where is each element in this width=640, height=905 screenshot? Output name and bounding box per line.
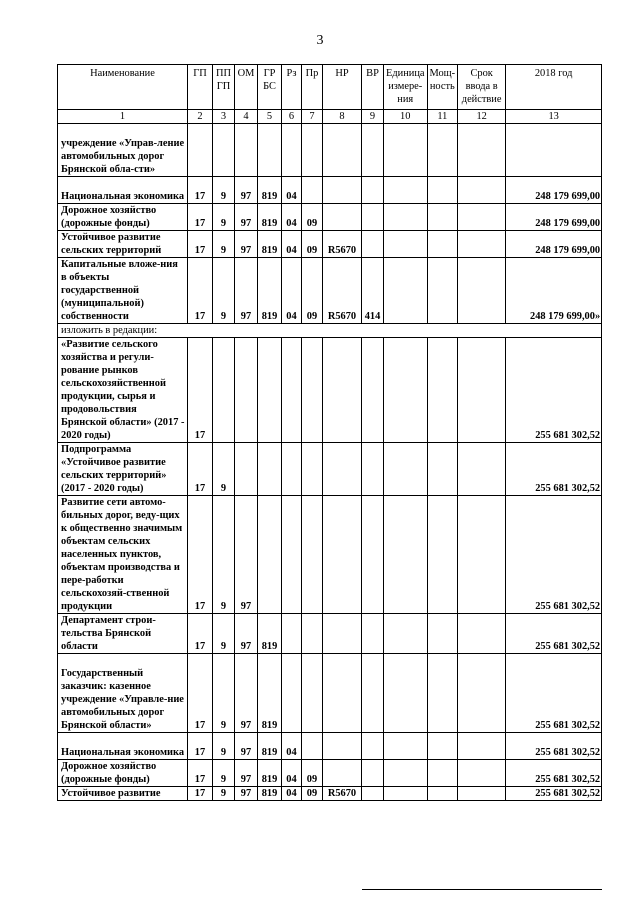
column-number: 10	[384, 110, 428, 124]
pp-cell: 9	[213, 443, 235, 496]
header-row	[58, 65, 602, 110]
nr-cell	[323, 443, 362, 496]
vr-cell	[362, 614, 384, 654]
header-cell: 2018 год	[506, 65, 602, 110]
term-cell	[458, 614, 506, 654]
term-cell	[458, 443, 506, 496]
power-cell	[427, 231, 458, 258]
budget-table	[57, 64, 602, 801]
table-row	[58, 231, 602, 258]
om-cell: 97	[235, 733, 258, 760]
term-cell	[458, 787, 506, 801]
nr-cell	[323, 204, 362, 231]
term-cell	[458, 496, 506, 614]
unit-cell	[384, 614, 428, 654]
power-cell	[427, 177, 458, 204]
column-number: 12	[458, 110, 506, 124]
pp-cell	[213, 338, 235, 443]
power-cell	[427, 733, 458, 760]
pr-cell	[302, 177, 323, 204]
column-number: 5	[258, 110, 282, 124]
name-cell: Капитальные вложе-ния в объекты государственной (муниципальной) собственности	[58, 258, 188, 324]
rz-cell: 04	[282, 204, 302, 231]
name-cell: Дорожное хозяйство (дорожные фонды)	[58, 204, 188, 231]
term-cell	[458, 124, 506, 177]
column-number: 7	[302, 110, 323, 124]
header-cell: Единица измере-ния	[384, 65, 428, 110]
table-row	[58, 338, 602, 443]
table-row	[58, 496, 602, 614]
name-cell: Устойчивое развитие сельских территорий	[58, 231, 188, 258]
nr-cell	[323, 177, 362, 204]
header-cell: Срок ввода в действие	[458, 65, 506, 110]
vr-cell	[362, 787, 384, 801]
gp-cell: 17	[188, 338, 213, 443]
pr-cell	[302, 614, 323, 654]
table-row	[58, 443, 602, 496]
om-cell: 97	[235, 654, 258, 733]
power-cell	[427, 443, 458, 496]
vr-cell: 414	[362, 258, 384, 324]
nr-cell	[323, 760, 362, 787]
power-cell	[427, 338, 458, 443]
table-row	[58, 654, 602, 733]
vr-cell	[362, 204, 384, 231]
term-cell	[458, 258, 506, 324]
power-cell	[427, 760, 458, 787]
unit-cell	[384, 654, 428, 733]
power-cell	[427, 204, 458, 231]
nr-cell	[323, 124, 362, 177]
column-number: 1	[58, 110, 188, 124]
amount-cell: 248 179 699,00	[506, 231, 602, 258]
grbs-cell: 819	[258, 231, 282, 258]
pr-cell: 09	[302, 204, 323, 231]
unit-cell	[384, 258, 428, 324]
name-cell: Развитие сети автомо-бильных дорог, веду-щих к общественно значимым объектам сельских населенных пунктов, объектам производства и пере-работки сельскохозяй-ственной продукции	[58, 496, 188, 614]
gp-cell: 17	[188, 787, 213, 801]
grbs-cell: 819	[258, 204, 282, 231]
table-row	[58, 733, 602, 760]
nr-cell: R5670	[323, 258, 362, 324]
term-cell	[458, 338, 506, 443]
pr-cell: 09	[302, 231, 323, 258]
unit-cell	[384, 443, 428, 496]
header-cell: НР	[323, 65, 362, 110]
nr-cell	[323, 496, 362, 614]
grbs-cell	[258, 496, 282, 614]
header-cell: ГП	[188, 65, 213, 110]
vr-cell	[362, 443, 384, 496]
nr-cell	[323, 654, 362, 733]
nr-cell	[323, 733, 362, 760]
header-cell: Пр	[302, 65, 323, 110]
om-cell: 97	[235, 614, 258, 654]
gp-cell	[188, 124, 213, 177]
vr-cell	[362, 231, 384, 258]
pp-cell: 9	[213, 258, 235, 324]
nr-cell	[323, 338, 362, 443]
power-cell	[427, 496, 458, 614]
amount-cell: 255 681 302,52	[506, 338, 602, 443]
grbs-cell: 819	[258, 614, 282, 654]
pr-cell	[302, 654, 323, 733]
pp-cell: 9	[213, 760, 235, 787]
grbs-cell	[258, 338, 282, 443]
column-number: 13	[506, 110, 602, 124]
page-number: 3	[316, 33, 324, 48]
pp-cell: 9	[213, 787, 235, 801]
amendment-note-row	[58, 324, 602, 338]
rz-cell: 04	[282, 177, 302, 204]
table-row	[58, 760, 602, 787]
gp-cell: 17	[188, 258, 213, 324]
column-number: 8	[323, 110, 362, 124]
pr-cell: 09	[302, 258, 323, 324]
gp-cell: 17	[188, 654, 213, 733]
name-cell: Устойчивое развитие	[58, 787, 188, 801]
unit-cell	[384, 338, 428, 443]
om-cell: 97	[235, 231, 258, 258]
amount-cell: 248 179 699,00	[506, 204, 602, 231]
pp-cell	[213, 124, 235, 177]
term-cell	[458, 760, 506, 787]
amount-cell: 248 179 699,00»	[506, 258, 602, 324]
vr-cell	[362, 733, 384, 760]
name-cell: Национальная экономика	[58, 177, 188, 204]
grbs-cell: 819	[258, 787, 282, 801]
unit-cell	[384, 496, 428, 614]
gp-cell: 17	[188, 614, 213, 654]
power-cell	[427, 258, 458, 324]
term-cell	[458, 204, 506, 231]
column-number: 4	[235, 110, 258, 124]
column-number: 9	[362, 110, 384, 124]
power-cell	[427, 124, 458, 177]
header-cell: Наименование	[58, 65, 188, 110]
vr-cell	[362, 124, 384, 177]
header-cell: ВР	[362, 65, 384, 110]
amount-cell: 248 179 699,00	[506, 177, 602, 204]
vr-cell	[362, 496, 384, 614]
table-row	[58, 204, 602, 231]
grbs-cell: 819	[258, 258, 282, 324]
amount-cell: 255 681 302,52	[506, 443, 602, 496]
pp-cell: 9	[213, 733, 235, 760]
unit-cell	[384, 124, 428, 177]
om-cell: 97	[235, 787, 258, 801]
nr-cell: R5670	[323, 787, 362, 801]
amount-cell	[506, 124, 602, 177]
term-cell	[458, 177, 506, 204]
unit-cell	[384, 177, 428, 204]
grbs-cell	[258, 124, 282, 177]
name-cell: Департамент строи-тельства Брянской области	[58, 614, 188, 654]
rz-cell	[282, 338, 302, 443]
om-cell	[235, 338, 258, 443]
pp-cell: 9	[213, 614, 235, 654]
nr-cell	[323, 614, 362, 654]
rz-cell	[282, 443, 302, 496]
name-cell: учреждение «Управ-ление автомобильных дорог Брянской обла-сти»	[58, 124, 188, 177]
table-body	[58, 65, 602, 801]
vr-cell	[362, 338, 384, 443]
column-number: 11	[427, 110, 458, 124]
vr-cell	[362, 654, 384, 733]
column-number: 2	[188, 110, 213, 124]
rz-cell	[282, 654, 302, 733]
pr-cell	[302, 733, 323, 760]
table-row	[58, 258, 602, 324]
pr-cell	[302, 338, 323, 443]
gp-cell: 17	[188, 443, 213, 496]
term-cell	[458, 231, 506, 258]
gp-cell: 17	[188, 733, 213, 760]
pp-cell: 9	[213, 231, 235, 258]
rz-cell: 04	[282, 760, 302, 787]
amendment-note: изложить в редакции:	[58, 324, 602, 338]
header-cell: Мощ-ность	[427, 65, 458, 110]
amount-cell: 255 681 302,52	[506, 787, 602, 801]
grbs-cell	[258, 443, 282, 496]
name-cell: Дорожное хозяйство (дорожные фонды)	[58, 760, 188, 787]
name-cell: Подпрограмма «Устойчивое развитие сельских территорий» (2017 - 2020 годы)	[58, 443, 188, 496]
name-cell: Национальная экономика	[58, 733, 188, 760]
grbs-cell: 819	[258, 177, 282, 204]
grbs-cell: 819	[258, 760, 282, 787]
amount-cell: 255 681 302,52	[506, 654, 602, 733]
name-cell: «Развитие сельского хозяйства и регули-рование рынков сельскохозяйственной продукции, сырья и продовольствия Брянской области» (2017 - 2020 годы)	[58, 338, 188, 443]
amount-cell: 255 681 302,52	[506, 733, 602, 760]
gp-cell: 17	[188, 177, 213, 204]
unit-cell	[384, 204, 428, 231]
unit-cell	[384, 733, 428, 760]
om-cell: 97	[235, 496, 258, 614]
rz-cell: 04	[282, 258, 302, 324]
term-cell	[458, 733, 506, 760]
pp-cell: 9	[213, 204, 235, 231]
column-number-row	[58, 110, 602, 124]
nr-cell: R5670	[323, 231, 362, 258]
table-row	[58, 124, 602, 177]
rz-cell	[282, 124, 302, 177]
pp-cell: 9	[213, 654, 235, 733]
name-cell: Государственный заказчик: казенное учреждение «Управле-ние автомобильных дорог Брянской области»	[58, 654, 188, 733]
vr-cell	[362, 760, 384, 787]
pp-cell: 9	[213, 177, 235, 204]
term-cell	[458, 654, 506, 733]
table-row	[58, 614, 602, 654]
rz-cell	[282, 496, 302, 614]
gp-cell: 17	[188, 496, 213, 614]
gp-cell: 17	[188, 760, 213, 787]
amount-cell: 255 681 302,52	[506, 760, 602, 787]
rz-cell: 04	[282, 231, 302, 258]
om-cell: 97	[235, 258, 258, 324]
vr-cell	[362, 177, 384, 204]
amount-cell: 255 681 302,52	[506, 614, 602, 654]
header-cell: Рз	[282, 65, 302, 110]
header-cell: ГР БС	[258, 65, 282, 110]
grbs-cell: 819	[258, 733, 282, 760]
header-cell: ОМ	[235, 65, 258, 110]
power-cell	[427, 787, 458, 801]
column-number: 3	[213, 110, 235, 124]
pr-cell: 09	[302, 787, 323, 801]
gp-cell: 17	[188, 231, 213, 258]
unit-cell	[384, 231, 428, 258]
amount-cell: 255 681 302,52	[506, 496, 602, 614]
unit-cell	[384, 760, 428, 787]
unit-cell	[384, 787, 428, 801]
header-cell: ПП ГП	[213, 65, 235, 110]
pp-cell: 9	[213, 496, 235, 614]
rz-cell	[282, 614, 302, 654]
om-cell: 97	[235, 760, 258, 787]
table-row	[58, 787, 602, 801]
om-cell: 97	[235, 204, 258, 231]
om-cell	[235, 443, 258, 496]
rz-cell: 04	[282, 787, 302, 801]
om-cell	[235, 124, 258, 177]
pr-cell	[302, 443, 323, 496]
rz-cell: 04	[282, 733, 302, 760]
pr-cell	[302, 124, 323, 177]
pr-cell: 09	[302, 760, 323, 787]
gp-cell: 17	[188, 204, 213, 231]
column-number: 6	[282, 110, 302, 124]
pr-cell	[302, 496, 323, 614]
om-cell: 97	[235, 177, 258, 204]
footer-divider	[362, 889, 602, 890]
grbs-cell: 819	[258, 654, 282, 733]
power-cell	[427, 654, 458, 733]
table-row	[58, 177, 602, 204]
power-cell	[427, 614, 458, 654]
